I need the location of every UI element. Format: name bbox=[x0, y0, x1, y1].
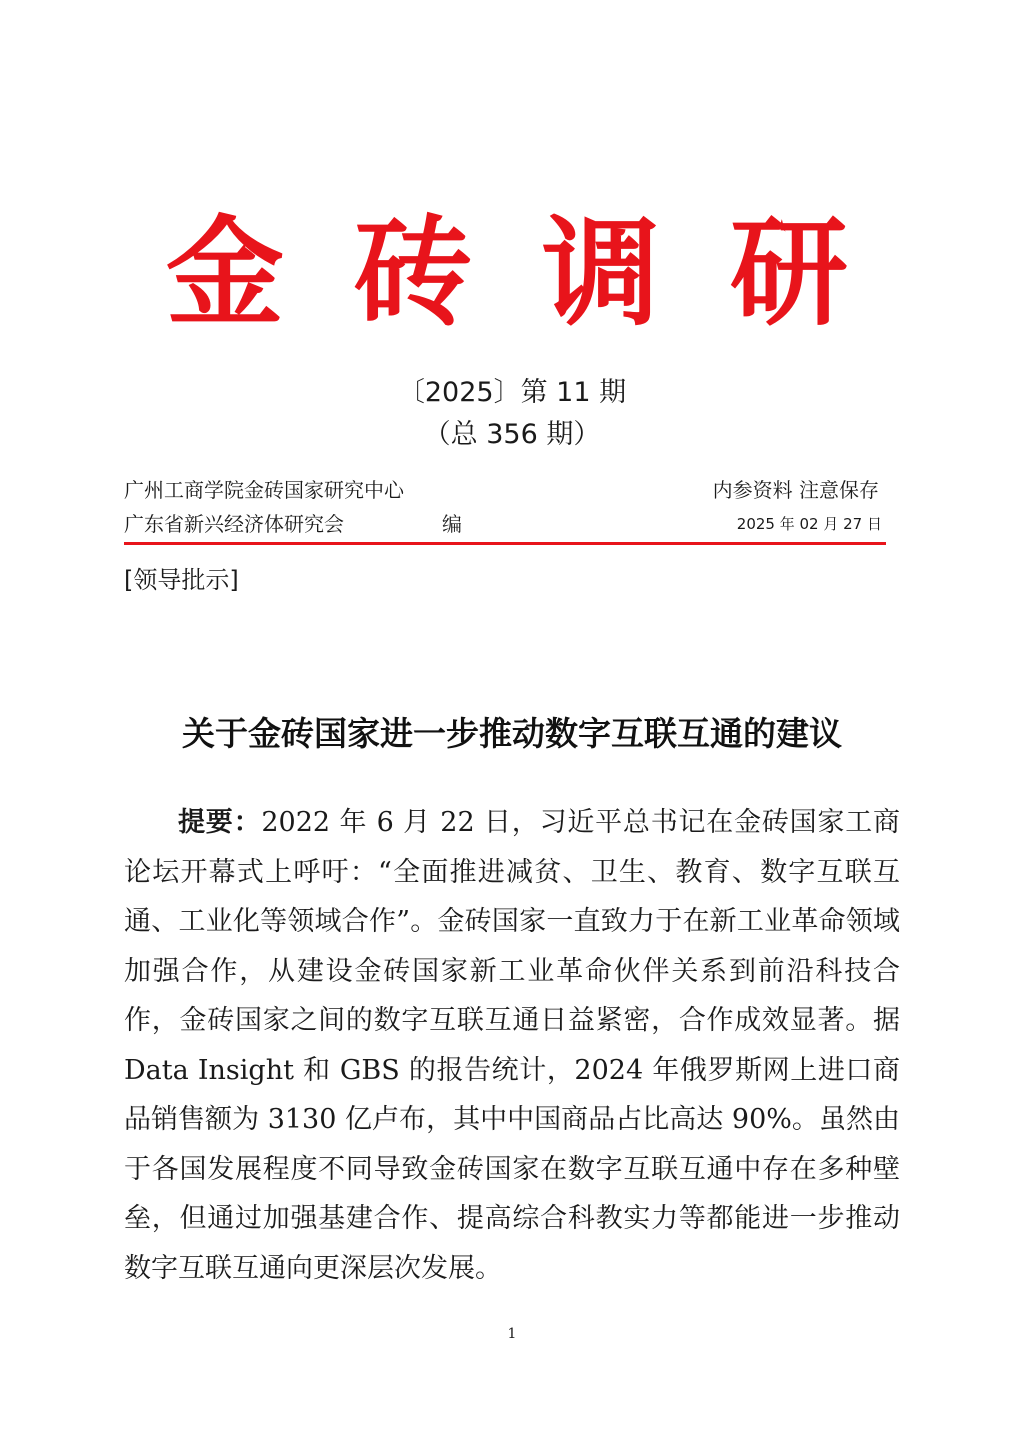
masthead-title: 金砖调研 bbox=[165, 204, 918, 342]
issue-number: 〔2025〕第 11 期 bbox=[397, 377, 627, 408]
abstract-lead-label: 提要： bbox=[178, 807, 262, 838]
internal-notice: 内参资料 注意保存 bbox=[712, 478, 879, 502]
publisher-org-1: 广州工商学院金砖国家研究中心 bbox=[124, 478, 404, 502]
issue-total: （总 356 期） bbox=[423, 419, 601, 450]
publish-date: 2025 年 02 月 27 日 bbox=[736, 515, 882, 533]
abstract-text: 2022 年 6 月 22 日，习近平总书记在金砖国家工商论坛开幕式上呼吁：“全面推进减贫、卫生、教育、数字互联互通、工业化等领域合作”。金砖国家一直致力于在新工业革命领域加强合作，从建设金砖国家新工业革命伙伴关系到前沿科技合作，金砖国家之间的数字互联互通日益紧密，合作成效显著。据 Data Insight 和 GBS 的报告统计，2024 年俄罗斯网上进口商品销售额为 3130 亿卢布，其中中国商品占比高达 90%。虽然由于各国发展程度不同导致金砖国家在数字互联互通中存在多种壁垒，但通过加强基建合作、提高综合科教实力等都能进一步推动数字互联互通向更深层次发展。 bbox=[124, 807, 900, 1284]
leader-remark-label: [领导批示] bbox=[124, 566, 239, 594]
article-abstract bbox=[124, 798, 900, 1293]
publisher-org-2: 广东省新兴经济体研究会 bbox=[124, 512, 344, 536]
edit-label: 编 bbox=[442, 512, 462, 536]
article-title: 关于金砖国家进一步推动数字互联互通的建议 bbox=[182, 714, 842, 753]
page-number: 1 bbox=[507, 1326, 517, 1342]
header-divider bbox=[124, 542, 886, 545]
